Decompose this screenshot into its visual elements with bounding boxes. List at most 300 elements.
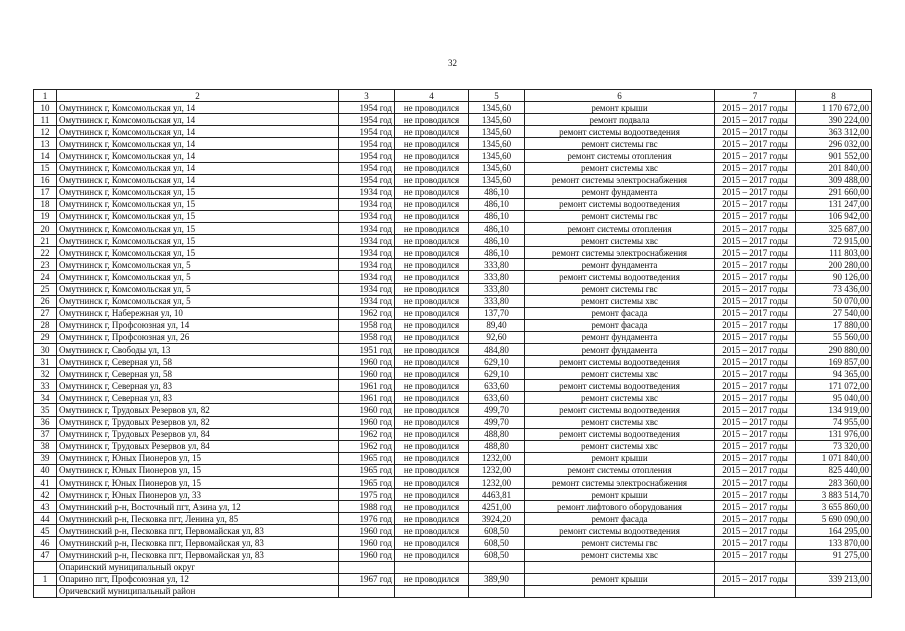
year-built-cell: 1954 год: [339, 114, 395, 126]
column-number: 4: [395, 90, 469, 102]
last-repair-cell: не проводился: [395, 489, 469, 501]
work-type-cell: ремонт крыши: [525, 573, 715, 585]
last-repair-cell: не проводился: [395, 162, 469, 174]
row-number: 16: [34, 174, 57, 186]
table-row: [34, 525, 872, 537]
year-built-cell: 1960 год: [339, 368, 395, 380]
cost-cell: 290 880,00: [796, 343, 872, 355]
row-number: 29: [34, 331, 57, 343]
last-repair-cell: не проводился: [395, 392, 469, 404]
period-cell: 2015 – 2017 годы: [715, 102, 796, 114]
period-cell: 2015 – 2017 годы: [715, 549, 796, 561]
work-type-cell: [525, 585, 715, 597]
area-cell: 1232,00: [469, 477, 525, 489]
table-row: [34, 223, 872, 235]
last-repair-cell: не проводился: [395, 416, 469, 428]
area-cell: 389,90: [469, 573, 525, 585]
area-cell: 333,80: [469, 283, 525, 295]
table-row: [34, 331, 872, 343]
area-cell: 629,10: [469, 368, 525, 380]
address-cell: Омутнинск г, Юных Пионеров ул, 15: [57, 452, 339, 464]
last-repair-cell: не проводился: [395, 259, 469, 271]
address-cell: Омутнинск г, Комсомольская ул, 15: [57, 235, 339, 247]
work-type-cell: ремонт фундамента: [525, 343, 715, 355]
repair-program-table: [33, 89, 872, 598]
cost-cell: 825 440,00: [796, 464, 872, 476]
area-cell: 137,70: [469, 307, 525, 319]
year-built-cell: 1954 год: [339, 102, 395, 114]
last-repair-cell: не проводился: [395, 368, 469, 380]
row-number: 24: [34, 271, 57, 283]
work-type-cell: ремонт системы водоотведения: [525, 126, 715, 138]
last-repair-cell: [395, 561, 469, 573]
table-row: [34, 235, 872, 247]
year-built-cell: [339, 585, 395, 597]
last-repair-cell: не проводился: [395, 307, 469, 319]
period-cell: 2015 – 2017 годы: [715, 307, 796, 319]
period-cell: 2015 – 2017 годы: [715, 247, 796, 259]
year-built-cell: 1965 год: [339, 477, 395, 489]
work-type-cell: ремонт системы водоотведения: [525, 404, 715, 416]
table-row: [34, 489, 872, 501]
cost-cell: 169 857,00: [796, 356, 872, 368]
year-built-cell: 1958 год: [339, 319, 395, 331]
year-built-cell: 1960 год: [339, 416, 395, 428]
last-repair-cell: не проводился: [395, 331, 469, 343]
year-built-cell: 1962 год: [339, 307, 395, 319]
period-cell: 2015 – 2017 годы: [715, 428, 796, 440]
work-type-cell: ремонт подвала: [525, 114, 715, 126]
row-number: 34: [34, 392, 57, 404]
last-repair-cell: не проводился: [395, 549, 469, 561]
area-cell: 1345,60: [469, 102, 525, 114]
row-number: 20: [34, 223, 57, 235]
year-built-cell: 1934 год: [339, 235, 395, 247]
period-cell: 2015 – 2017 годы: [715, 416, 796, 428]
section-title: Опаринский муниципальный округ: [57, 561, 339, 573]
address-cell: Омутнинск г, Трудовых Резервов ул, 82: [57, 404, 339, 416]
area-cell: 333,80: [469, 295, 525, 307]
year-built-cell: 1934 год: [339, 223, 395, 235]
address-cell: Омутнинский р-н, Песковка пгт, Первомайская ул, 83: [57, 525, 339, 537]
last-repair-cell: не проводился: [395, 380, 469, 392]
address-cell: Омутнинск г, Комсомольская ул, 14: [57, 150, 339, 162]
table-row: [34, 513, 872, 525]
last-repair-cell: не проводился: [395, 271, 469, 283]
area-cell: 499,70: [469, 404, 525, 416]
table-row: [34, 283, 872, 295]
period-cell: 2015 – 2017 годы: [715, 138, 796, 150]
area-cell: 92,60: [469, 331, 525, 343]
row-number: 19: [34, 210, 57, 222]
period-cell: 2015 – 2017 годы: [715, 489, 796, 501]
cost-cell: 131 247,00: [796, 198, 872, 210]
address-cell: Омутнинск г, Профсоюзная ул, 26: [57, 331, 339, 343]
address-cell: Омутнинск г, Трудовых Резервов ул, 84: [57, 428, 339, 440]
year-built-cell: 1965 год: [339, 452, 395, 464]
row-number: 13: [34, 138, 57, 150]
period-cell: 2015 – 2017 годы: [715, 525, 796, 537]
last-repair-cell: не проводился: [395, 126, 469, 138]
area-cell: 4251,00: [469, 501, 525, 513]
row-number: 40: [34, 464, 57, 476]
row-number: 28: [34, 319, 57, 331]
work-type-cell: ремонт системы отопления: [525, 223, 715, 235]
year-built-cell: 1960 год: [339, 537, 395, 549]
period-cell: 2015 – 2017 годы: [715, 126, 796, 138]
address-cell: Омутнинск г, Северная ул, 83: [57, 392, 339, 404]
area-cell: 333,80: [469, 271, 525, 283]
work-type-cell: ремонт системы хвс: [525, 416, 715, 428]
table-body: [34, 90, 872, 598]
work-type-cell: ремонт фасада: [525, 307, 715, 319]
address-cell: Омутнинск г, Трудовых Резервов ул, 84: [57, 440, 339, 452]
area-cell: 89,40: [469, 319, 525, 331]
row-number: 18: [34, 198, 57, 210]
last-repair-cell: не проводился: [395, 343, 469, 355]
year-built-cell: 1967 год: [339, 573, 395, 585]
table-row: [34, 549, 872, 561]
cost-cell: 201 840,00: [796, 162, 872, 174]
address-cell: Омутнинск г, Юных Пионеров ул, 15: [57, 477, 339, 489]
work-type-cell: ремонт фасада: [525, 319, 715, 331]
last-repair-cell: не проводился: [395, 247, 469, 259]
column-number: 1: [34, 90, 57, 102]
address-cell: Омутнинск г, Комсомольская ул, 15: [57, 247, 339, 259]
work-type-cell: ремонт системы отопления: [525, 150, 715, 162]
cost-cell: 283 360,00: [796, 477, 872, 489]
last-repair-cell: не проводился: [395, 501, 469, 513]
period-cell: 2015 – 2017 годы: [715, 259, 796, 271]
period-cell: 2015 – 2017 годы: [715, 319, 796, 331]
year-built-cell: 1954 год: [339, 162, 395, 174]
cost-cell: 55 560,00: [796, 331, 872, 343]
address-cell: Омутнинск г, Свободы ул, 13: [57, 343, 339, 355]
period-cell: 2015 – 2017 годы: [715, 223, 796, 235]
work-type-cell: ремонт системы водоотведения: [525, 271, 715, 283]
cost-cell: 5 690 090,00: [796, 513, 872, 525]
work-type-cell: ремонт крыши: [525, 452, 715, 464]
table-row: [34, 295, 872, 307]
row-number: 22: [34, 247, 57, 259]
work-type-cell: ремонт системы электроснабжения: [525, 247, 715, 259]
cost-cell: 17 880,00: [796, 319, 872, 331]
cost-cell: 94 365,00: [796, 368, 872, 380]
table-row: [34, 198, 872, 210]
period-cell: 2015 – 2017 годы: [715, 283, 796, 295]
work-type-cell: ремонт системы электроснабжения: [525, 477, 715, 489]
period-cell: 2015 – 2017 годы: [715, 150, 796, 162]
year-built-cell: 1954 год: [339, 138, 395, 150]
work-type-cell: ремонт системы водоотведения: [525, 525, 715, 537]
area-cell: 486,10: [469, 247, 525, 259]
address-cell: Омутнинск г, Комсомольская ул, 14: [57, 174, 339, 186]
year-built-cell: 1954 год: [339, 126, 395, 138]
address-cell: Омутнинск г, Комсомольская ул, 5: [57, 295, 339, 307]
address-cell: Омутнинск г, Комсомольская ул, 5: [57, 259, 339, 271]
cost-cell: 90 126,00: [796, 271, 872, 283]
area-cell: 486,10: [469, 223, 525, 235]
year-built-cell: 1934 год: [339, 247, 395, 259]
address-cell: Омутнинск г, Комсомольская ул, 15: [57, 198, 339, 210]
period-cell: 2015 – 2017 годы: [715, 573, 796, 585]
cost-cell: 72 915,00: [796, 235, 872, 247]
area-cell: 1232,00: [469, 452, 525, 464]
cost-cell: 901 552,00: [796, 150, 872, 162]
table-row: [34, 343, 872, 355]
last-repair-cell: не проводился: [395, 114, 469, 126]
address-cell: Омутнинск г, Северная ул, 58: [57, 368, 339, 380]
period-cell: 2015 – 2017 годы: [715, 404, 796, 416]
period-cell: [715, 585, 796, 597]
cost-cell: 1 071 840,00: [796, 452, 872, 464]
row-number: 26: [34, 295, 57, 307]
work-type-cell: ремонт системы гвс: [525, 537, 715, 549]
address-cell: Омутнинск г, Комсомольская ул, 14: [57, 102, 339, 114]
section-row: [34, 561, 872, 573]
year-built-cell: 1951 год: [339, 343, 395, 355]
row-number: 39: [34, 452, 57, 464]
period-cell: 2015 – 2017 годы: [715, 513, 796, 525]
year-built-cell: 1960 год: [339, 525, 395, 537]
area-cell: 608,50: [469, 537, 525, 549]
column-number-row: [34, 90, 872, 102]
row-number: 23: [34, 259, 57, 271]
year-built-cell: 1962 год: [339, 428, 395, 440]
row-number: 43: [34, 501, 57, 513]
last-repair-cell: не проводился: [395, 102, 469, 114]
period-cell: 2015 – 2017 годы: [715, 295, 796, 307]
work-type-cell: ремонт лифтового оборудования: [525, 501, 715, 513]
column-number: 3: [339, 90, 395, 102]
area-cell: [469, 585, 525, 597]
table-row: [34, 138, 872, 150]
table-row: [34, 307, 872, 319]
period-cell: [715, 561, 796, 573]
table-row: [34, 126, 872, 138]
period-cell: 2015 – 2017 годы: [715, 537, 796, 549]
area-cell: 333,80: [469, 259, 525, 271]
row-number: 37: [34, 428, 57, 440]
address-cell: Омутнинск г, Комсомольская ул, 5: [57, 271, 339, 283]
cost-cell: 171 072,00: [796, 380, 872, 392]
work-type-cell: ремонт системы гвс: [525, 138, 715, 150]
period-cell: 2015 – 2017 годы: [715, 440, 796, 452]
address-cell: Омутнинск г, Юных Пионеров ул, 15: [57, 464, 339, 476]
row-number: 36: [34, 416, 57, 428]
year-built-cell: 1976 год: [339, 513, 395, 525]
table-row: [34, 404, 872, 416]
row-number: 35: [34, 404, 57, 416]
section-row: [34, 585, 872, 597]
last-repair-cell: не проводился: [395, 235, 469, 247]
table-row: [34, 573, 872, 585]
period-cell: 2015 – 2017 годы: [715, 343, 796, 355]
address-cell: Омутнинск г, Комсомольская ул, 14: [57, 138, 339, 150]
work-type-cell: ремонт системы хвс: [525, 392, 715, 404]
row-number: 27: [34, 307, 57, 319]
cost-cell: 73 320,00: [796, 440, 872, 452]
work-type-cell: ремонт системы гвс: [525, 283, 715, 295]
area-cell: 1345,60: [469, 174, 525, 186]
area-cell: [469, 561, 525, 573]
area-cell: 1345,60: [469, 162, 525, 174]
area-cell: 499,70: [469, 416, 525, 428]
year-built-cell: 1954 год: [339, 150, 395, 162]
year-built-cell: 1934 год: [339, 186, 395, 198]
year-built-cell: 1934 год: [339, 283, 395, 295]
last-repair-cell: не проводился: [395, 186, 469, 198]
table-row: [34, 428, 872, 440]
area-cell: 608,50: [469, 549, 525, 561]
last-repair-cell: не проводился: [395, 138, 469, 150]
cost-cell: [796, 561, 872, 573]
period-cell: 2015 – 2017 годы: [715, 477, 796, 489]
table-row: [34, 416, 872, 428]
work-type-cell: ремонт системы водоотведения: [525, 198, 715, 210]
area-cell: 486,10: [469, 210, 525, 222]
work-type-cell: ремонт системы хвс: [525, 549, 715, 561]
area-cell: 484,80: [469, 343, 525, 355]
year-built-cell: 1960 год: [339, 404, 395, 416]
address-cell: Омутнинский р-н, Песковка пгт, Первомайская ул, 83: [57, 537, 339, 549]
cost-cell: 95 040,00: [796, 392, 872, 404]
area-cell: 486,10: [469, 186, 525, 198]
year-built-cell: 1954 год: [339, 174, 395, 186]
table-row: [34, 319, 872, 331]
cost-cell: 50 070,00: [796, 295, 872, 307]
work-type-cell: ремонт системы хвс: [525, 440, 715, 452]
cost-cell: 3 655 860,00: [796, 501, 872, 513]
cost-cell: 131 976,00: [796, 428, 872, 440]
period-cell: 2015 – 2017 годы: [715, 174, 796, 186]
row-number: 32: [34, 368, 57, 380]
cost-cell: 291 660,00: [796, 186, 872, 198]
row-number: 1: [34, 573, 57, 585]
year-built-cell: 1975 год: [339, 489, 395, 501]
address-cell: Омутнинск г, Комсомольская ул, 15: [57, 223, 339, 235]
area-cell: 1345,60: [469, 126, 525, 138]
last-repair-cell: не проводился: [395, 283, 469, 295]
work-type-cell: [525, 561, 715, 573]
table-row: [34, 210, 872, 222]
address-cell: Омутнинск г, Северная ул, 83: [57, 380, 339, 392]
row-number: 21: [34, 235, 57, 247]
last-repair-cell: не проводился: [395, 150, 469, 162]
row-number: 30: [34, 343, 57, 355]
last-repair-cell: не проводился: [395, 210, 469, 222]
work-type-cell: ремонт системы водоотведения: [525, 356, 715, 368]
area-cell: 3924,20: [469, 513, 525, 525]
work-type-cell: ремонт фундамента: [525, 186, 715, 198]
cost-cell: 27 540,00: [796, 307, 872, 319]
cost-cell: 3 883 514,70: [796, 489, 872, 501]
table-row: [34, 174, 872, 186]
area-cell: 486,10: [469, 198, 525, 210]
address-cell: Омутнинск г, Северная ул, 58: [57, 356, 339, 368]
cost-cell: 1 170 672,00: [796, 102, 872, 114]
last-repair-cell: не проводился: [395, 356, 469, 368]
row-number: 25: [34, 283, 57, 295]
cost-cell: 390 224,00: [796, 114, 872, 126]
year-built-cell: 1934 год: [339, 210, 395, 222]
work-type-cell: ремонт фасада: [525, 513, 715, 525]
address-cell: Омутнинск г, Комсомольская ул, 14: [57, 162, 339, 174]
last-repair-cell: не проводился: [395, 198, 469, 210]
last-repair-cell: не проводился: [395, 477, 469, 489]
period-cell: 2015 – 2017 годы: [715, 392, 796, 404]
year-built-cell: 1934 год: [339, 259, 395, 271]
area-cell: 608,50: [469, 525, 525, 537]
address-cell: Омутнинский р-н, Песковка пгт, Первомайская ул, 83: [57, 549, 339, 561]
year-built-cell: 1960 год: [339, 549, 395, 561]
row-number: 10: [34, 102, 57, 114]
period-cell: 2015 – 2017 годы: [715, 271, 796, 283]
cost-cell: 164 295,00: [796, 525, 872, 537]
address-cell: Опарино пгт, Профсоюзная ул, 12: [57, 573, 339, 585]
cost-cell: 363 312,00: [796, 126, 872, 138]
row-number: 31: [34, 356, 57, 368]
work-type-cell: ремонт фундамента: [525, 331, 715, 343]
period-cell: 2015 – 2017 годы: [715, 186, 796, 198]
area-cell: 633,60: [469, 392, 525, 404]
table-row: [34, 440, 872, 452]
work-type-cell: ремонт системы отопления: [525, 464, 715, 476]
row-number: 14: [34, 150, 57, 162]
work-type-cell: ремонт системы хвс: [525, 295, 715, 307]
area-cell: 629,10: [469, 356, 525, 368]
period-cell: 2015 – 2017 годы: [715, 162, 796, 174]
year-built-cell: 1961 год: [339, 380, 395, 392]
cost-cell: 200 280,00: [796, 259, 872, 271]
year-built-cell: 1962 год: [339, 440, 395, 452]
cost-cell: 91 275,00: [796, 549, 872, 561]
cost-cell: 339 213,00: [796, 573, 872, 585]
row-number: 33: [34, 380, 57, 392]
area-cell: 486,10: [469, 235, 525, 247]
last-repair-cell: не проводился: [395, 573, 469, 585]
work-type-cell: ремонт системы электроснабжения: [525, 174, 715, 186]
year-built-cell: 1965 год: [339, 464, 395, 476]
table-row: [34, 392, 872, 404]
table-row: [34, 501, 872, 513]
row-number: 47: [34, 549, 57, 561]
period-cell: 2015 – 2017 годы: [715, 235, 796, 247]
address-cell: Омутнинск г, Набережная ул, 10: [57, 307, 339, 319]
cost-cell: 73 436,00: [796, 283, 872, 295]
work-type-cell: ремонт системы хвс: [525, 162, 715, 174]
work-type-cell: ремонт системы водоотведения: [525, 380, 715, 392]
address-cell: Омутнинск г, Комсомольская ул, 15: [57, 186, 339, 198]
work-type-cell: ремонт системы водоотведения: [525, 428, 715, 440]
page-number: 32: [448, 58, 457, 68]
area-cell: 1345,60: [469, 114, 525, 126]
last-repair-cell: не проводился: [395, 537, 469, 549]
row-number: 44: [34, 513, 57, 525]
section-title: Оричевский муниципальный район: [57, 585, 339, 597]
last-repair-cell: не проводился: [395, 440, 469, 452]
work-type-cell: ремонт крыши: [525, 102, 715, 114]
table-row: [34, 477, 872, 489]
table-row: [34, 186, 872, 198]
address-cell: Омутнинск г, Комсомольская ул, 14: [57, 126, 339, 138]
last-repair-cell: не проводился: [395, 525, 469, 537]
last-repair-cell: не проводился: [395, 428, 469, 440]
address-cell: Омутнинск г, Комсомольская ул, 14: [57, 114, 339, 126]
last-repair-cell: не проводился: [395, 223, 469, 235]
row-number: 12: [34, 126, 57, 138]
row-number: 42: [34, 489, 57, 501]
